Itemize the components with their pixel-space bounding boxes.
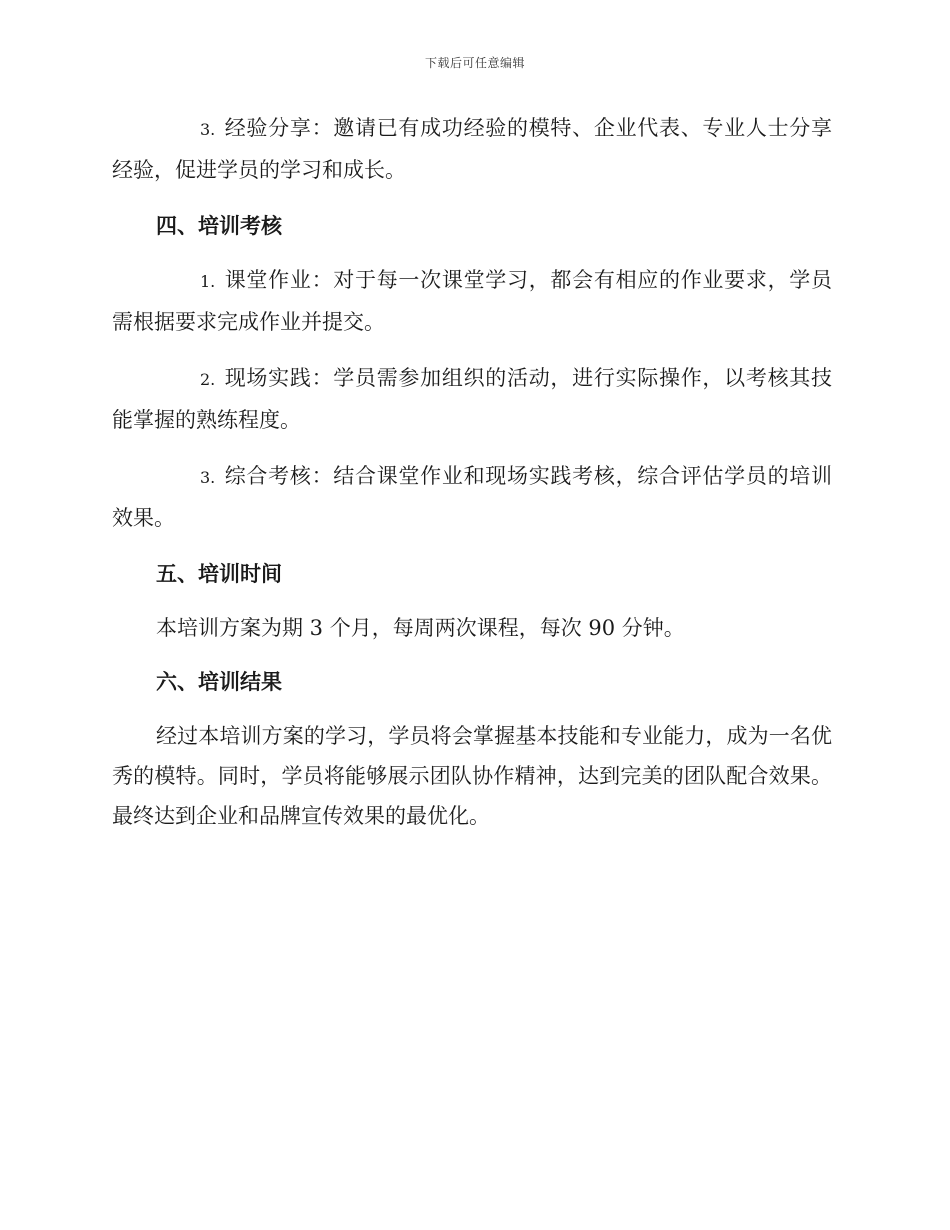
list-item-text: 经验分享：邀请已有成功经验的模特、企业代表、专业人士分享经验，促进学员的学习和成长。: [112, 116, 832, 182]
list-item-text: 现场实践：学员需参加组织的活动，进行实际操作，以考核其技能掌握的熟练程度。: [112, 366, 832, 432]
schedule-paragraph: 本培训方案为期 3 个月，每周两次课程，每次 90 分钟。: [156, 616, 685, 640]
results-paragraph: 经过本培训方案的学习，学员将会掌握基本技能和专业能力，成为一名优秀的模特。同时，学员将能够展示团队协作精神，达到完美的团队配合效果。最终达到企业和品牌宣传效果的最优化。: [112, 724, 832, 828]
list-item-number: 3.: [200, 468, 216, 487]
list-item: [112, 260, 832, 342]
document-body: [112, 108, 832, 836]
section-heading-schedule: 五、培训时间: [156, 561, 282, 586]
list-item-number: 1.: [200, 272, 216, 291]
list-item-number: 2.: [200, 370, 216, 389]
page-header: 下载后可任意编辑: [424, 56, 525, 70]
list-item-text: 课堂作业：对于每一次课堂学习，都会有相应的作业要求，学员需根据要求完成作业并提交。: [112, 268, 832, 334]
section-heading-results: 六、培训结果: [156, 669, 282, 694]
list-item: [112, 108, 832, 190]
list-item: [112, 358, 832, 440]
section-heading-assessment: 四、培训考核: [156, 213, 282, 238]
list-item: [112, 456, 832, 538]
list-item-number: 3.: [200, 120, 216, 139]
list-item-text: 综合考核：结合课堂作业和现场实践考核，综合评估学员的培训效果。: [112, 464, 832, 530]
